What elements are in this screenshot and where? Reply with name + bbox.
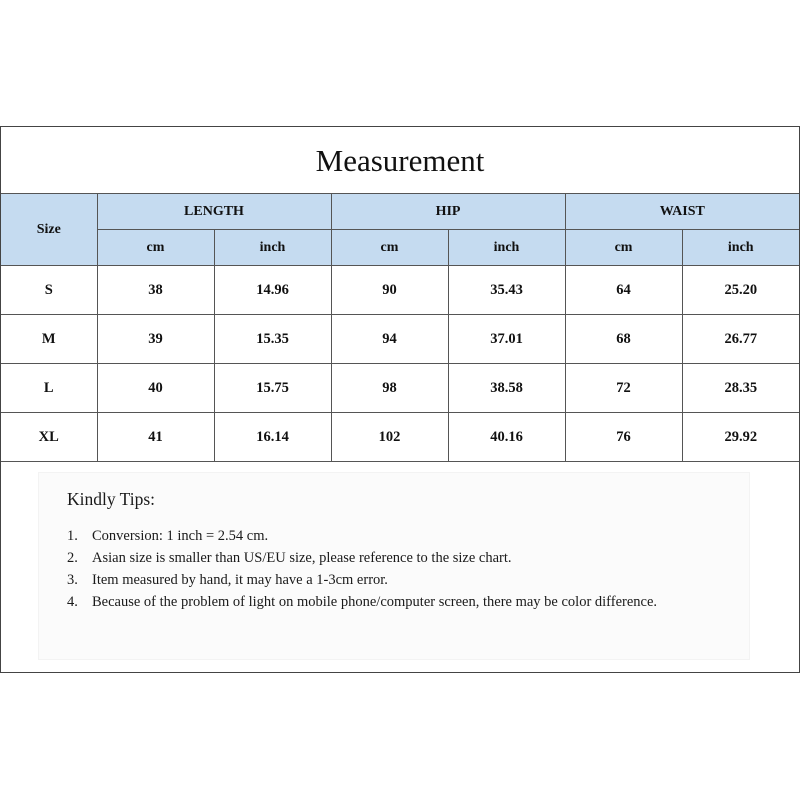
size-label: M — [1, 315, 97, 364]
unit-header: inch — [682, 230, 799, 266]
size-label: S — [1, 266, 97, 315]
table-cell: 35.43 — [448, 266, 565, 315]
table-cell: 37.01 — [448, 315, 565, 364]
table-cell: 90 — [331, 266, 448, 315]
unit-header-row — [1, 230, 799, 266]
measurement-chart — [0, 126, 800, 673]
table-cell: 98 — [331, 364, 448, 413]
unit-header: inch — [214, 230, 331, 266]
table-row — [1, 364, 799, 413]
table-cell: 76 — [565, 413, 682, 462]
unit-header: cm — [331, 230, 448, 266]
tips-title: Kindly Tips: — [67, 489, 156, 509]
table-cell: 39 — [97, 315, 214, 364]
size-table — [1, 193, 799, 462]
table-row — [1, 413, 799, 462]
kindly-tips-box — [39, 473, 749, 659]
list-item — [67, 591, 707, 613]
tip-number: 1. — [67, 528, 78, 544]
table-cell: 72 — [565, 364, 682, 413]
tip-text: Asian size is smaller than US/EU size, please reference to the size chart. — [92, 550, 512, 566]
list-item — [67, 525, 707, 547]
tip-number: 4. — [67, 594, 78, 610]
unit-header: cm — [97, 230, 214, 266]
list-item — [67, 547, 707, 569]
table-cell: 94 — [331, 315, 448, 364]
tip-text: Because of the problem of light on mobile phone/computer screen, there may be color difference. — [92, 594, 658, 610]
table-cell: 15.75 — [214, 364, 331, 413]
list-item — [67, 569, 707, 591]
table-cell: 26.77 — [682, 315, 799, 364]
size-label: L — [1, 364, 97, 413]
table-row — [1, 266, 799, 315]
table-cell: 102 — [331, 413, 448, 462]
chart-title: Measurement — [315, 143, 485, 178]
table-cell: 15.35 — [214, 315, 331, 364]
table-cell: 29.92 — [682, 413, 799, 462]
table-cell: 38.58 — [448, 364, 565, 413]
table-cell: 40.16 — [448, 413, 565, 462]
size-header: Size — [1, 194, 97, 266]
group-header-hip: HIP — [331, 194, 565, 230]
table-cell: 68 — [565, 315, 682, 364]
tip-text: Item measured by hand, it may have a 1-3cm error. — [92, 572, 388, 588]
table-cell: 64 — [565, 266, 682, 315]
table-cell: 25.20 — [682, 266, 799, 315]
unit-header: inch — [448, 230, 565, 266]
table-cell: 14.96 — [214, 266, 331, 315]
tip-number: 3. — [67, 572, 78, 588]
tips-list — [67, 525, 707, 613]
group-header-row — [1, 194, 799, 230]
table-cell: 41 — [97, 413, 214, 462]
table-cell: 40 — [97, 364, 214, 413]
table-cell: 28.35 — [682, 364, 799, 413]
tip-text: Conversion: 1 inch = 2.54 cm. — [92, 528, 269, 544]
size-label: XL — [1, 413, 97, 462]
tip-number: 2. — [67, 550, 78, 566]
group-header-waist: WAIST — [565, 194, 799, 230]
table-cell: 16.14 — [214, 413, 331, 462]
group-header-length: LENGTH — [97, 194, 331, 230]
unit-header: cm — [565, 230, 682, 266]
table-cell: 38 — [97, 266, 214, 315]
table-row — [1, 315, 799, 364]
